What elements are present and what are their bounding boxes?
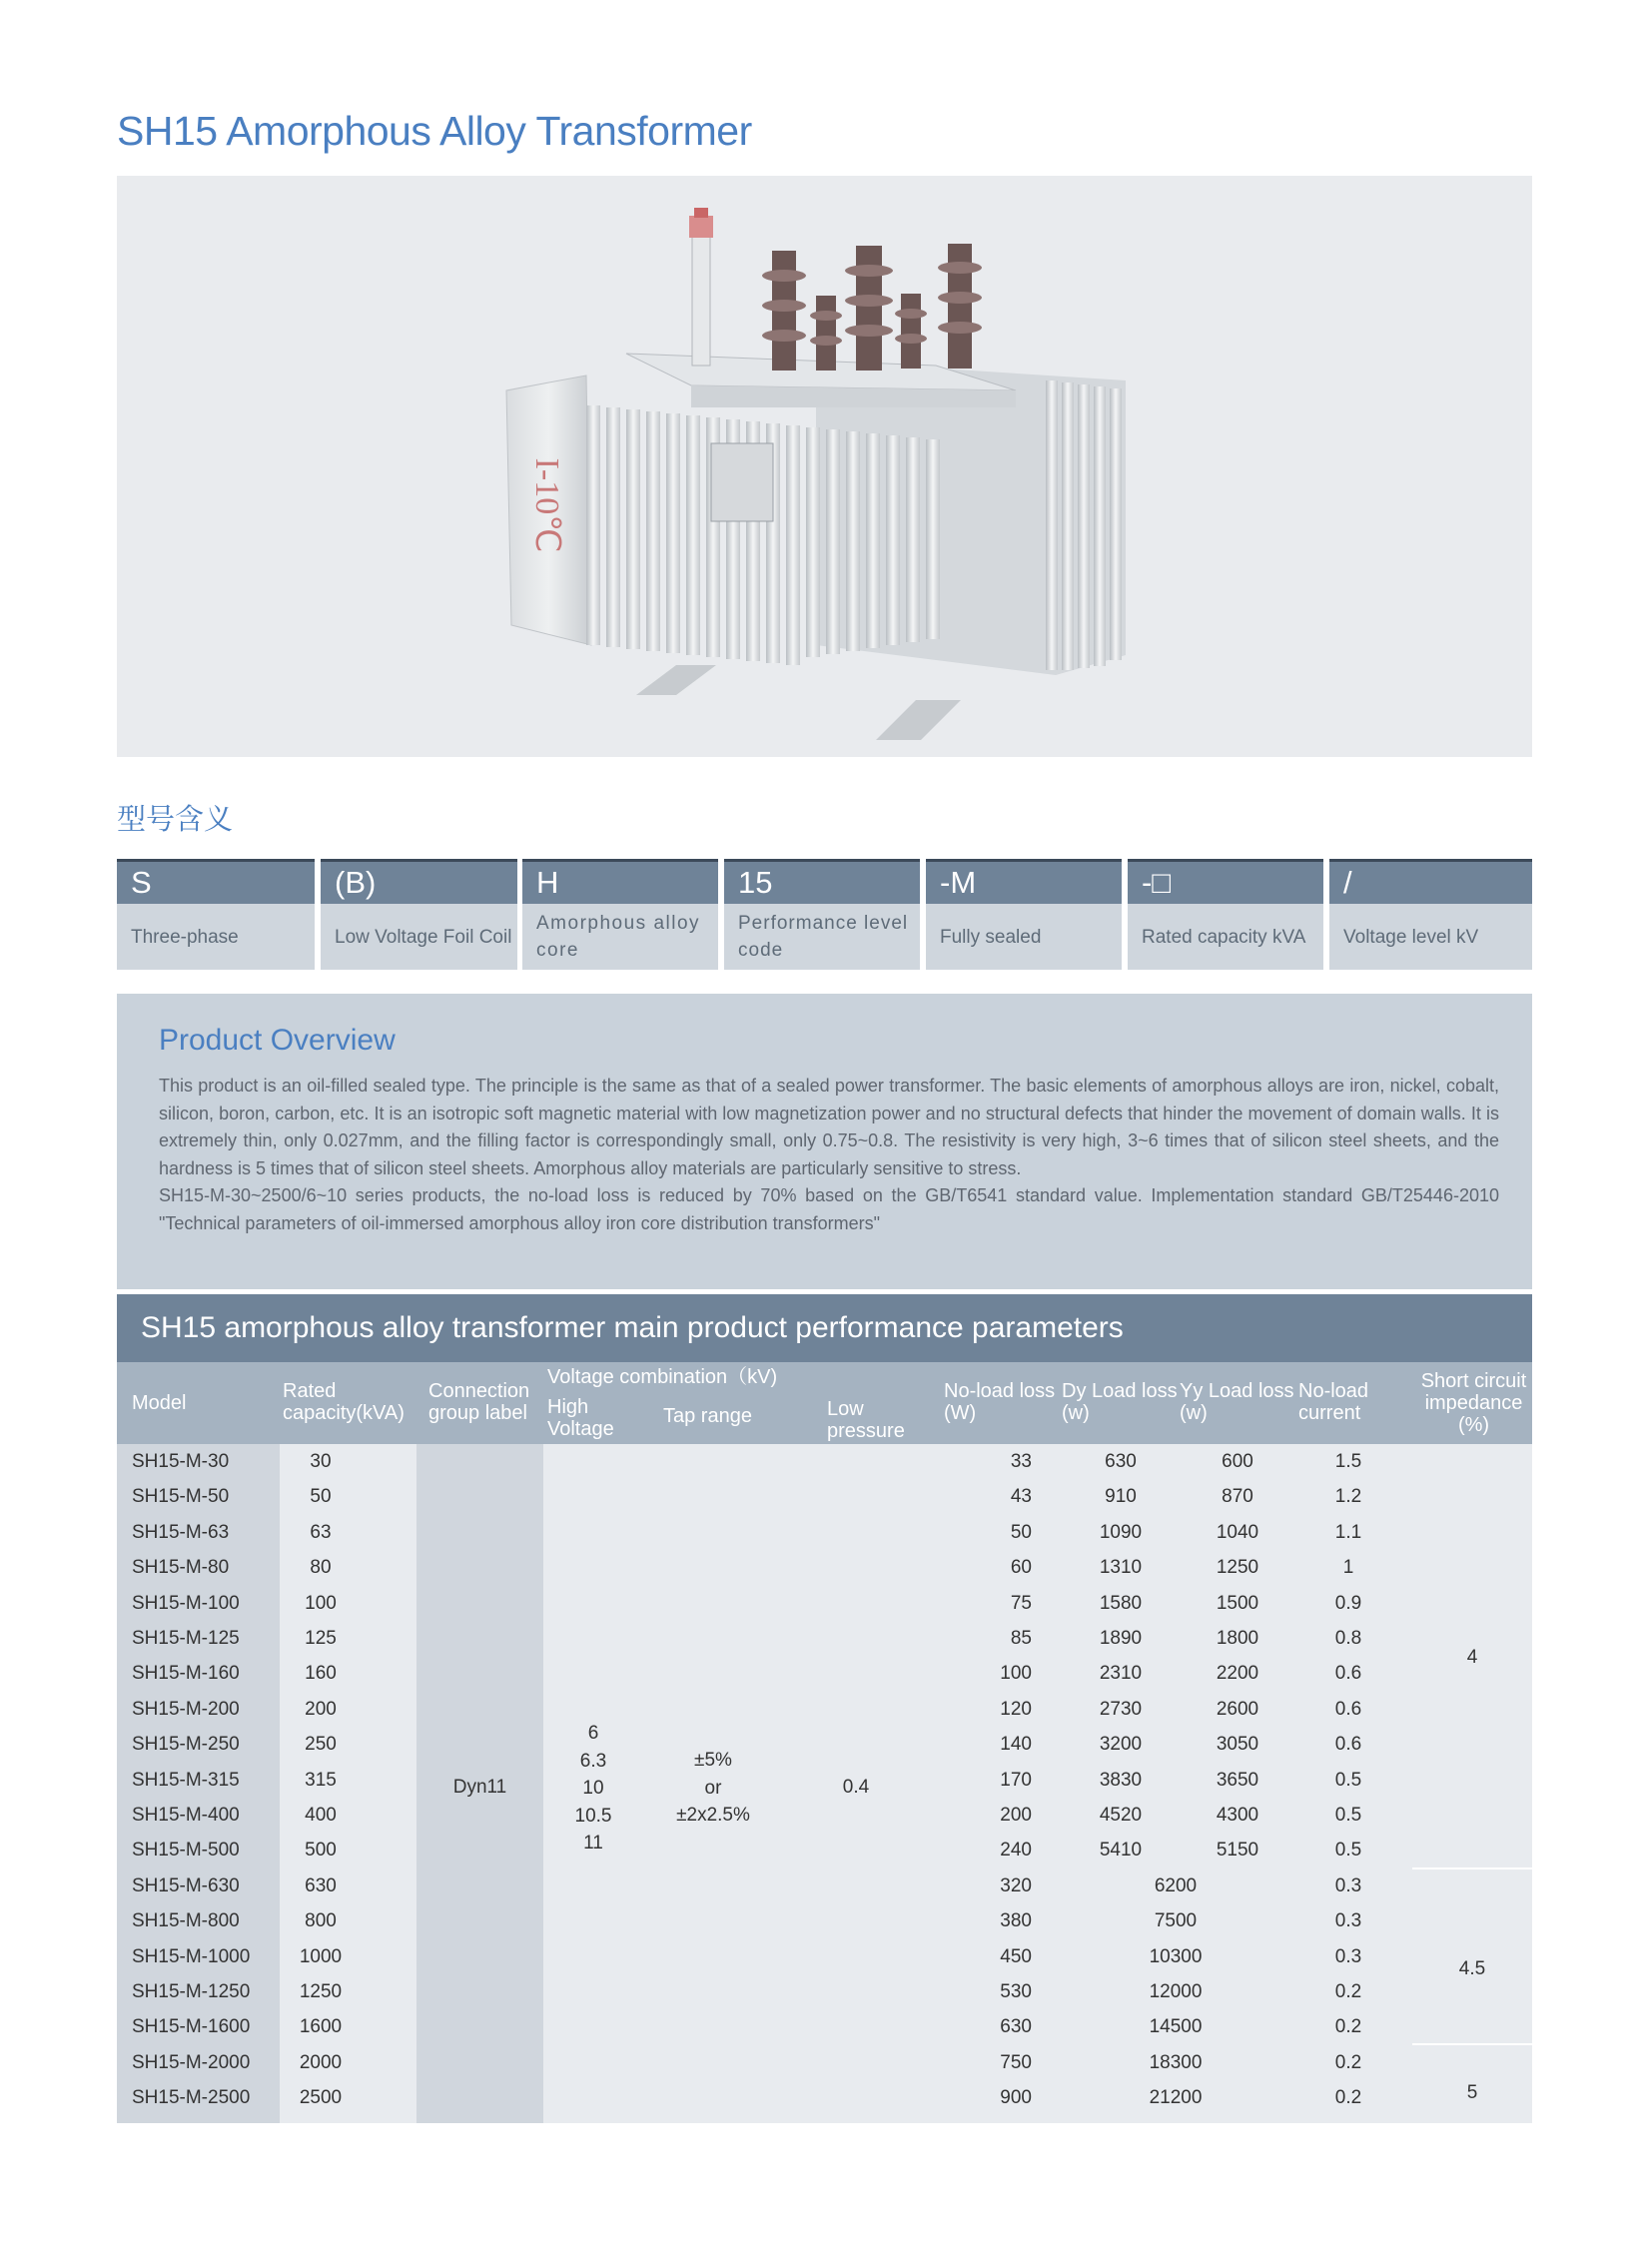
cell-load-loss: 10300 (1149, 1945, 1203, 1967)
cell-model: SH15-M-63 (132, 1521, 230, 1543)
cell-noload-loss: 60 (1010, 1557, 1032, 1579)
temperature-marking: I-10℃ (528, 457, 565, 553)
meaning-desc: Low Voltage Foil Coil (321, 904, 517, 970)
header-low-2: pressure (827, 1420, 905, 1442)
model-meaning-strip (117, 859, 1532, 970)
header-dy-1: Dy Load loss (1062, 1380, 1178, 1402)
impedance-value: 5 (1466, 2082, 1478, 2103)
meaning-cell-s (117, 859, 315, 970)
cell-model: SH15-M-200 (132, 1698, 240, 1720)
cell-noload-current: 0.2 (1334, 2051, 1362, 2073)
meaning-cell-m (926, 859, 1122, 970)
cell-noload-current: 1.1 (1334, 1521, 1362, 1543)
high-voltage-value: 11 (583, 1833, 603, 1854)
cell-noload-current: 0.5 (1334, 1805, 1362, 1826)
cell-yy-load-loss: 3650 (1216, 1769, 1259, 1791)
product-overview (117, 994, 1532, 1289)
model-meaning-title: 型号含义 (117, 804, 234, 836)
cell-model: SH15-M-50 (132, 1486, 230, 1508)
cell-dy-load-loss: 910 (1105, 1486, 1137, 1508)
cell-model: SH15-M-800 (132, 1910, 240, 1932)
cell-noload-loss: 200 (1000, 1805, 1032, 1826)
table-row (117, 1833, 1532, 1868)
cell-dy-load-loss: 630 (1105, 1451, 1137, 1472)
cell-capacity: 125 (305, 1628, 337, 1649)
cell-noload-loss: 320 (1000, 1874, 1032, 1896)
cell-noload-current: 0.2 (1334, 1981, 1362, 2002)
cell-capacity: 63 (310, 1521, 332, 1543)
cell-load-loss: 18300 (1149, 2051, 1203, 2073)
cell-dy-load-loss: 3830 (1099, 1769, 1143, 1791)
impedance-value: 4.5 (1458, 1958, 1486, 1979)
high-voltage-value: 6 (587, 1723, 599, 1744)
cell-noload-loss: 900 (1000, 2087, 1032, 2109)
meaning-desc: Performance level code (724, 904, 920, 970)
meaning-desc: Amorphous alloy core (522, 904, 718, 970)
cell-model: SH15-M-1250 (132, 1981, 251, 2002)
cell-model: SH15-M-80 (132, 1557, 230, 1579)
meaning-code: -M (926, 859, 1122, 904)
header-voltage: Voltage combination（kV) (547, 1366, 778, 1388)
cell-dy-load-loss: 5410 (1099, 1840, 1143, 1862)
cell-dy-load-loss: 1890 (1099, 1628, 1143, 1649)
cell-capacity: 400 (305, 1805, 337, 1826)
cell-noload-current: 1.5 (1334, 1451, 1362, 1472)
cell-model: SH15-M-2000 (132, 2051, 251, 2073)
cell-noload-loss: 630 (1000, 2016, 1032, 2038)
table-row (117, 2009, 1532, 2044)
cell-yy-load-loss: 5150 (1216, 1840, 1259, 1862)
header-dy-2: (w) (1062, 1402, 1090, 1424)
table-row (117, 1868, 1532, 1903)
header-rated-1: Rated (283, 1380, 337, 1402)
overview-title: Product Overview (159, 1024, 396, 1057)
meaning-code: (B) (321, 859, 517, 904)
cell-noload-loss: 380 (1000, 1910, 1032, 1932)
cell-yy-load-loss: 2600 (1216, 1698, 1259, 1720)
header-rated-2: capacity(kVA) (283, 1402, 405, 1424)
cell-capacity: 160 (305, 1663, 337, 1685)
cell-capacity: 200 (305, 1698, 337, 1720)
high-voltage-value: 10.5 (574, 1805, 612, 1827)
table-row (117, 1515, 1532, 1550)
cell-noload-loss: 750 (1000, 2051, 1032, 2073)
cell-model: SH15-M-125 (132, 1628, 240, 1649)
cell-yy-load-loss: 2200 (1216, 1663, 1259, 1685)
cell-noload-loss: 140 (1000, 1734, 1032, 1756)
tap-range-value: or (704, 1777, 722, 1799)
meaning-code: -□ (1128, 859, 1323, 904)
table-row (117, 2045, 1532, 2080)
cell-noload-current: 0.6 (1334, 1734, 1362, 1756)
cell-dy-load-loss: 1580 (1099, 1592, 1143, 1614)
cell-noload-loss: 85 (1010, 1628, 1032, 1649)
meaning-desc: Fully sealed (926, 904, 1122, 970)
cell-noload-current: 1.2 (1334, 1486, 1362, 1508)
table-row (117, 1621, 1532, 1656)
connection-group: Dyn11 (452, 1777, 507, 1798)
table-row (117, 1444, 1532, 1479)
meaning-code: / (1329, 859, 1532, 904)
header-high-2: Voltage (547, 1418, 614, 1440)
cell-capacity: 500 (305, 1840, 337, 1862)
high-voltage-value: 6.3 (579, 1750, 607, 1772)
header-tap: Tap range (663, 1405, 752, 1427)
header-low-1: Low (827, 1398, 864, 1420)
cell-model: SH15-M-160 (132, 1663, 240, 1685)
cell-model: SH15-M-2500 (132, 2087, 251, 2109)
cell-dy-load-loss: 3200 (1099, 1734, 1143, 1756)
table-row (117, 1798, 1532, 1833)
meaning-desc: Three-phase (117, 904, 315, 970)
header-yy-2: (w) (1180, 1402, 1208, 1424)
product-photo (117, 176, 1532, 757)
tap-range-value: ±5% (694, 1750, 732, 1771)
overview-paragraph: SH15-M-30~2500/6~10 series products, the no-load loss is reduced by 70% based on the GB/T6541 standard value. Implementation standard GB/T25446-2010 "Technical parameters of oil-immersed amorphous alloy iron core distribution transformers" (159, 1185, 1499, 1233)
table-title: SH15 amorphous alloy transformer main product performance parameters (117, 1294, 1532, 1362)
meaning-desc: Rated capacity kVA (1128, 904, 1323, 970)
cell-load-loss: 7500 (1154, 1910, 1198, 1932)
meaning-cell-capacity (1128, 859, 1323, 970)
table-row (117, 1974, 1532, 2009)
cell-load-loss: 6200 (1154, 1874, 1198, 1896)
impedance-value: 4 (1466, 1647, 1478, 1668)
meaning-code: H (522, 859, 718, 904)
table-header-row (117, 1362, 1532, 1444)
cell-capacity: 250 (305, 1734, 337, 1756)
cell-capacity: 2000 (299, 2051, 343, 2073)
cell-capacity: 30 (310, 1451, 332, 1472)
cell-yy-load-loss: 1500 (1216, 1592, 1259, 1614)
cell-yy-load-loss: 870 (1222, 1486, 1253, 1508)
meaning-cell-15 (724, 859, 920, 970)
high-voltage-values (543, 1720, 643, 1858)
cell-noload-loss: 33 (1010, 1451, 1032, 1472)
cell-model: SH15-M-1600 (132, 2016, 251, 2038)
cell-model: SH15-M-30 (132, 1451, 230, 1472)
cell-yy-load-loss: 4300 (1216, 1805, 1259, 1826)
cell-dy-load-loss: 4520 (1099, 1805, 1143, 1826)
cell-noload-current: 0.3 (1334, 1910, 1362, 1932)
cell-model: SH15-M-315 (132, 1769, 240, 1791)
header-conn-1: Connection (428, 1380, 530, 1402)
header-conn-2: group label (428, 1402, 527, 1424)
cell-dy-load-loss: 2310 (1099, 1663, 1143, 1685)
cell-noload-current: 0.2 (1334, 2016, 1362, 2038)
table-row (117, 1586, 1532, 1621)
header-noload-1: No-load loss (944, 1380, 1056, 1402)
cell-yy-load-loss: 3050 (1216, 1734, 1259, 1756)
cell-noload-loss: 120 (1000, 1698, 1032, 1720)
cell-load-loss: 12000 (1149, 1981, 1203, 2002)
cell-model: SH15-M-250 (132, 1734, 240, 1756)
cell-capacity: 80 (310, 1557, 332, 1579)
cell-dy-load-loss: 1090 (1099, 1521, 1143, 1543)
cell-yy-load-loss: 600 (1222, 1451, 1253, 1472)
table-row (117, 1727, 1532, 1762)
header-impedance-3: (%) (1457, 1414, 1490, 1436)
cell-yy-load-loss: 1250 (1216, 1557, 1259, 1579)
cell-yy-load-loss: 1040 (1216, 1521, 1259, 1543)
meaning-code: 15 (724, 859, 920, 904)
cell-noload-current: 0.6 (1334, 1698, 1362, 1720)
meaning-code: S (117, 859, 315, 904)
cell-noload-current: 1 (1342, 1557, 1354, 1579)
table-row (117, 1550, 1532, 1585)
cell-noload-loss: 170 (1000, 1769, 1032, 1791)
header-current-2: current (1298, 1402, 1361, 1424)
page-title: SH15 Amorphous Alloy Transformer (117, 108, 752, 154)
tap-range-value: ±2x2.5% (676, 1805, 750, 1826)
cell-load-loss: 21200 (1149, 2087, 1203, 2109)
meaning-cell-h (522, 859, 718, 970)
table-row (117, 2080, 1532, 2115)
header-current-1: No-load (1298, 1380, 1369, 1402)
cell-noload-current: 0.8 (1334, 1628, 1362, 1649)
header-high-1: High (547, 1396, 589, 1418)
cell-capacity: 100 (305, 1592, 337, 1614)
cell-capacity: 1000 (299, 1945, 343, 1967)
cell-capacity: 630 (305, 1874, 337, 1896)
overview-body (159, 1073, 1499, 1237)
cell-capacity: 2500 (299, 2087, 343, 2109)
tap-range-values (643, 1747, 783, 1830)
cell-capacity: 800 (305, 1910, 337, 1932)
low-pressure-value: 0.4 (842, 1777, 870, 1798)
overview-paragraph: This product is an oil-filled sealed type. The principle is the same as that of a sealed power transformer. The basic elements of amorphous alloys are iron, nickel, cobalt, silicon, boron, carbon, etc. It is an isotropic soft magnetic material with low magnetization power and no structural defects that hinder the movement of domain walls. It is extremely thin, only 0.027mm, and the filling factor is correspondingly small, only 0.75~0.8. The resistivity is very high, 3~6 times that of silicon steel sheets, and the hardness is 5 times that of silicon steel sheets. Amorphous alloy materials are particularly sensitive to stress. (159, 1076, 1499, 1178)
cell-model: SH15-M-1000 (132, 1945, 251, 1967)
cell-noload-current: 0.6 (1334, 1663, 1362, 1685)
cell-capacity: 1600 (299, 2016, 343, 2038)
header-impedance-2: impedance (1424, 1392, 1523, 1414)
meaning-cell-voltage (1329, 859, 1532, 970)
cell-noload-current: 0.5 (1334, 1769, 1362, 1791)
cell-noload-loss: 450 (1000, 1945, 1032, 1967)
cell-noload-current: 0.5 (1334, 1840, 1362, 1862)
cell-noload-loss: 530 (1000, 1981, 1032, 2002)
cell-yy-load-loss: 1800 (1216, 1628, 1259, 1649)
cell-capacity: 315 (305, 1769, 337, 1791)
cell-noload-loss: 50 (1010, 1521, 1032, 1543)
cell-noload-current: 0.3 (1334, 1945, 1362, 1967)
meaning-desc: Voltage level kV (1329, 904, 1532, 970)
cell-model: SH15-M-500 (132, 1840, 240, 1862)
table-row (117, 1939, 1532, 1974)
cell-load-loss: 14500 (1149, 2016, 1203, 2038)
meaning-cell-b (321, 859, 517, 970)
table-row (117, 1692, 1532, 1727)
table-row (117, 1479, 1532, 1514)
header-yy-1: Yy Load loss (1180, 1380, 1294, 1402)
cell-model: SH15-M-400 (132, 1805, 240, 1826)
cell-model: SH15-M-100 (132, 1592, 240, 1614)
cell-noload-current: 0.2 (1334, 2087, 1362, 2109)
cell-dy-load-loss: 1310 (1099, 1557, 1143, 1579)
header-noload-2: (W) (944, 1402, 977, 1424)
cell-noload-loss: 240 (1000, 1840, 1032, 1862)
cell-dy-load-loss: 2730 (1099, 1698, 1143, 1720)
cell-capacity: 50 (310, 1486, 332, 1508)
cell-model: SH15-M-630 (132, 1874, 240, 1896)
header-impedance-1: Short circuit (1420, 1370, 1527, 1392)
high-voltage-value: 10 (582, 1778, 604, 1799)
table-row (117, 1903, 1532, 1938)
transformer-illustration (117, 176, 1532, 757)
cell-noload-loss: 100 (1000, 1663, 1032, 1685)
header-model: Model (132, 1392, 187, 1414)
table-row (117, 1656, 1532, 1691)
cell-noload-current: 0.3 (1334, 1874, 1362, 1896)
cell-noload-current: 0.9 (1334, 1592, 1362, 1614)
table-body (117, 1444, 1532, 2123)
cell-noload-loss: 75 (1010, 1592, 1032, 1614)
cell-noload-loss: 43 (1010, 1486, 1032, 1508)
cell-capacity: 1250 (299, 1981, 343, 2002)
